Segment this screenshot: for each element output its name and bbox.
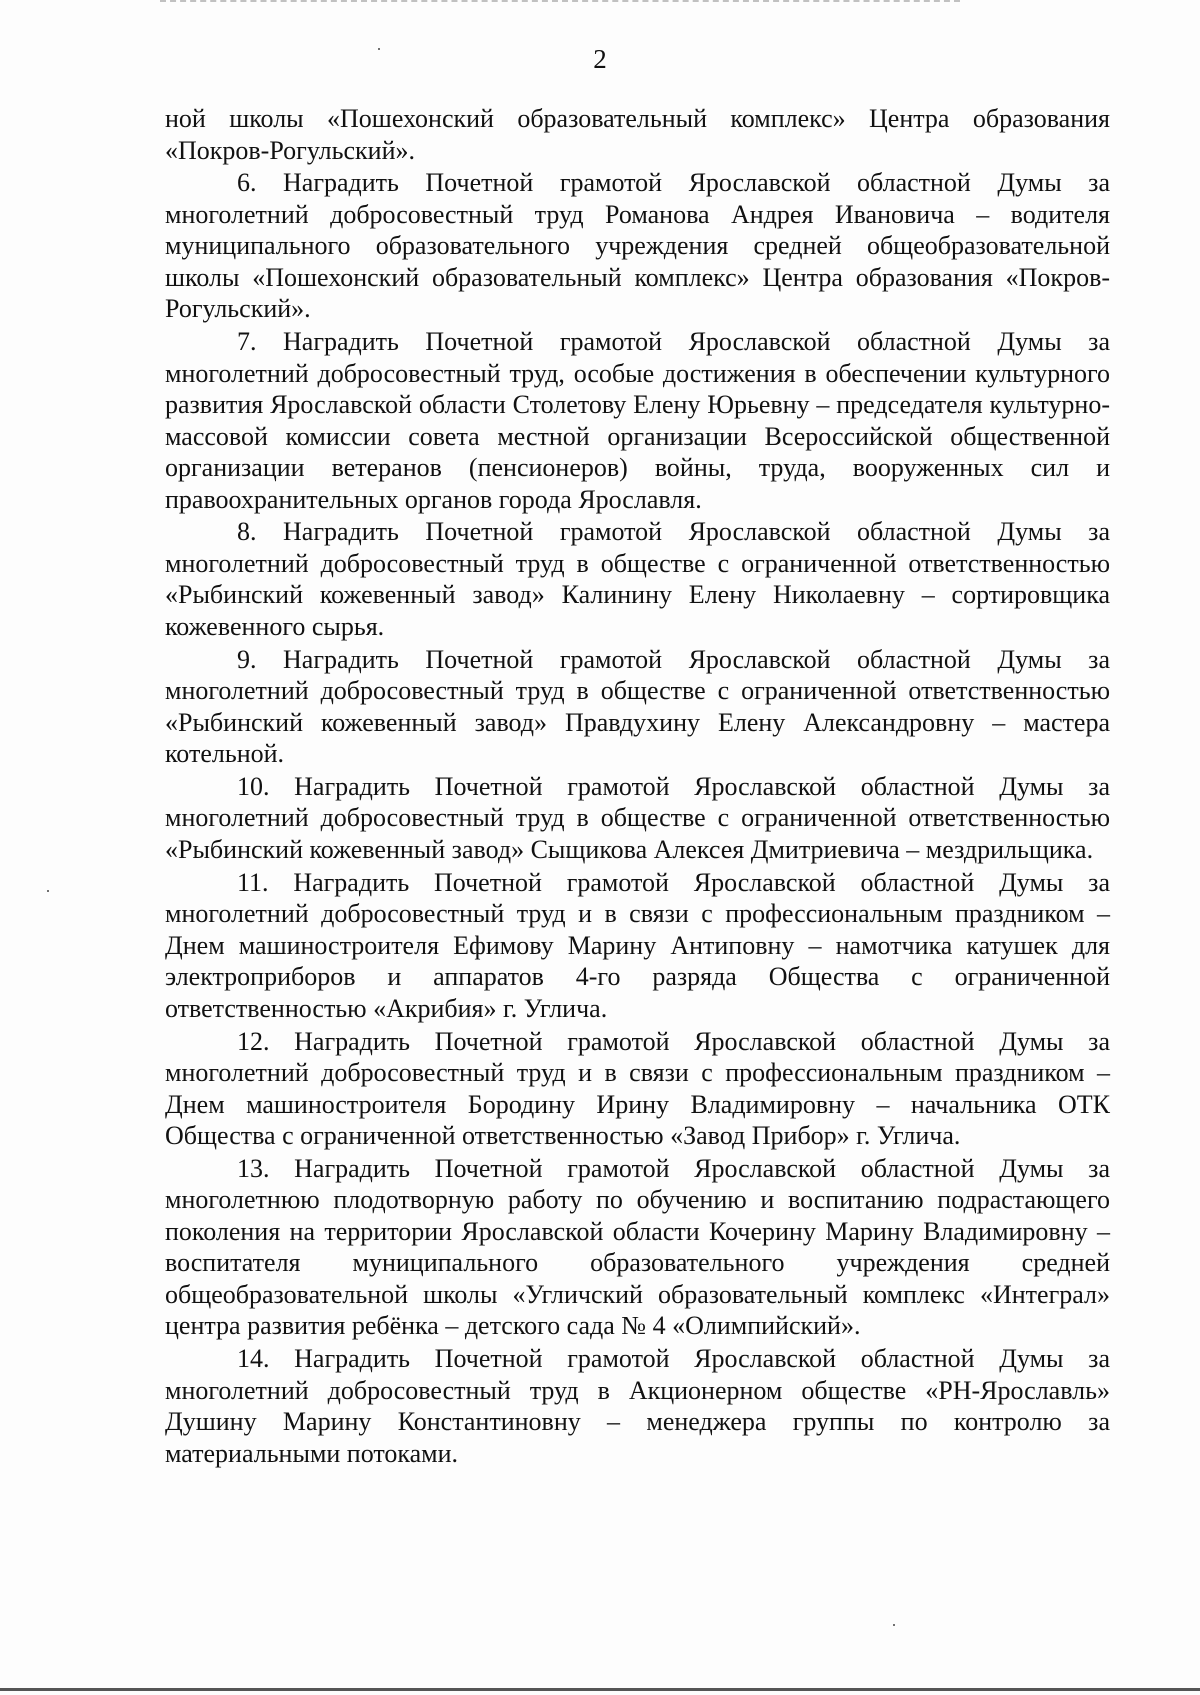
page-number: 2 [593,44,607,74]
scan-speck [47,890,49,892]
scan-speck [378,48,380,50]
scan-edge-top [160,0,960,2]
document-body [165,103,1110,1470]
paragraph-item-9: 9. Наградить Почетной грамотой Ярославской областной Думы за многолетний добросовестный труд в обществе с ограниченной ответственностью «Рыбинский кожевенный завод» Правдухину Елену Александровну – мастера котельной. [165,644,1110,769]
scan-speck [893,1624,895,1626]
paragraph-item-7: 7. Наградить Почетной грамотой Ярославской областной Думы за многолетний добросовестный труд, особые достижения в обеспечении культурного развития Ярославской области Столетову Елену Юрьевну – председателя культурно-массовой комиссии совета местной организации Всероссийской общественной организации ветеранов (пенсионеров) войны, труда, вооруженных сил и правоохранительных органов города Ярославля. [165,327,1110,514]
paragraph-item-13: 13. Наградить Почетной грамотой Ярославской областной Думы за многолетнюю плодотворную работу по обучению и воспитанию подрастающего поколения на территории Ярославской области Кочерину Марину Владимировну – воспитателя муниципального образовательного учреждения средней общеобразовательной школы «Угличский образовательный комплекс «Интеграл» центра развития ребёнка – детского сада № 4 «Олимпийский». [165,1153,1110,1341]
paragraph-item-6: 6. Наградить Почетной грамотой Ярославской областной Думы за многолетний добросовестный труд Романова Андрея Ивановича – водителя муниципального образовательного учреждения средней общеобразовательной школы «Пошехонский образовательный комплекс» Центра образования «Покров-Рогульский». [165,168,1110,324]
paragraph-item-8: 8. Наградить Почетной грамотой Ярославской областной Думы за многолетний добросовестный труд в обществе с ограниченной ответственностью «Рыбинский кожевенный завод» Калинину Елену Николаевну – сортировщика кожевенного сырья. [165,517,1110,641]
paragraph-item-11: 11. Наградить Почетной грамотой Ярославской областной Думы за многолетний добросовестный труд и в связи с профессиональным праздником – Днем машиностроителя Ефимову Марину Антиповну – намотчика катушек для электроприборов и аппаратов 4-го разряда Общества с ограниченной ответственностью «Акрибия» г. Углича. [165,867,1110,1023]
scan-edge-bottom [0,1688,1200,1691]
paragraph-item-14: 14. Наградить Почетной грамотой Ярославской областной Думы за многолетний добросовестный труд в Акционерном обществе «РН-Ярославль» Душину Марину Константиновну – менеджера группы по контролю за материальными потоками. [165,1344,1110,1468]
paragraph-item-10: 10. Наградить Почетной грамотой Ярославской областной Думы за многолетний добросовестный труд в обществе с ограниченной ответственностью «Рыбинский кожевенный завод» Сыщикова Алексея Дмитриевича – мездрильщика. [165,771,1110,864]
paragraph-item-12: 12. Наградить Почетной грамотой Ярославской областной Думы за многолетний добросовестный труд и в связи с профессиональным праздником – Днем машиностроителя Бородину Ирину Владимировну – начальника ОТК Общества с ограниченной ответственностью «Завод Прибор» г. Углича. [165,1026,1110,1151]
paragraph-continuation: ной школы «Пошехонский образовательный комплекс» Центра образования «Покров-Рогульский». [165,104,1110,165]
